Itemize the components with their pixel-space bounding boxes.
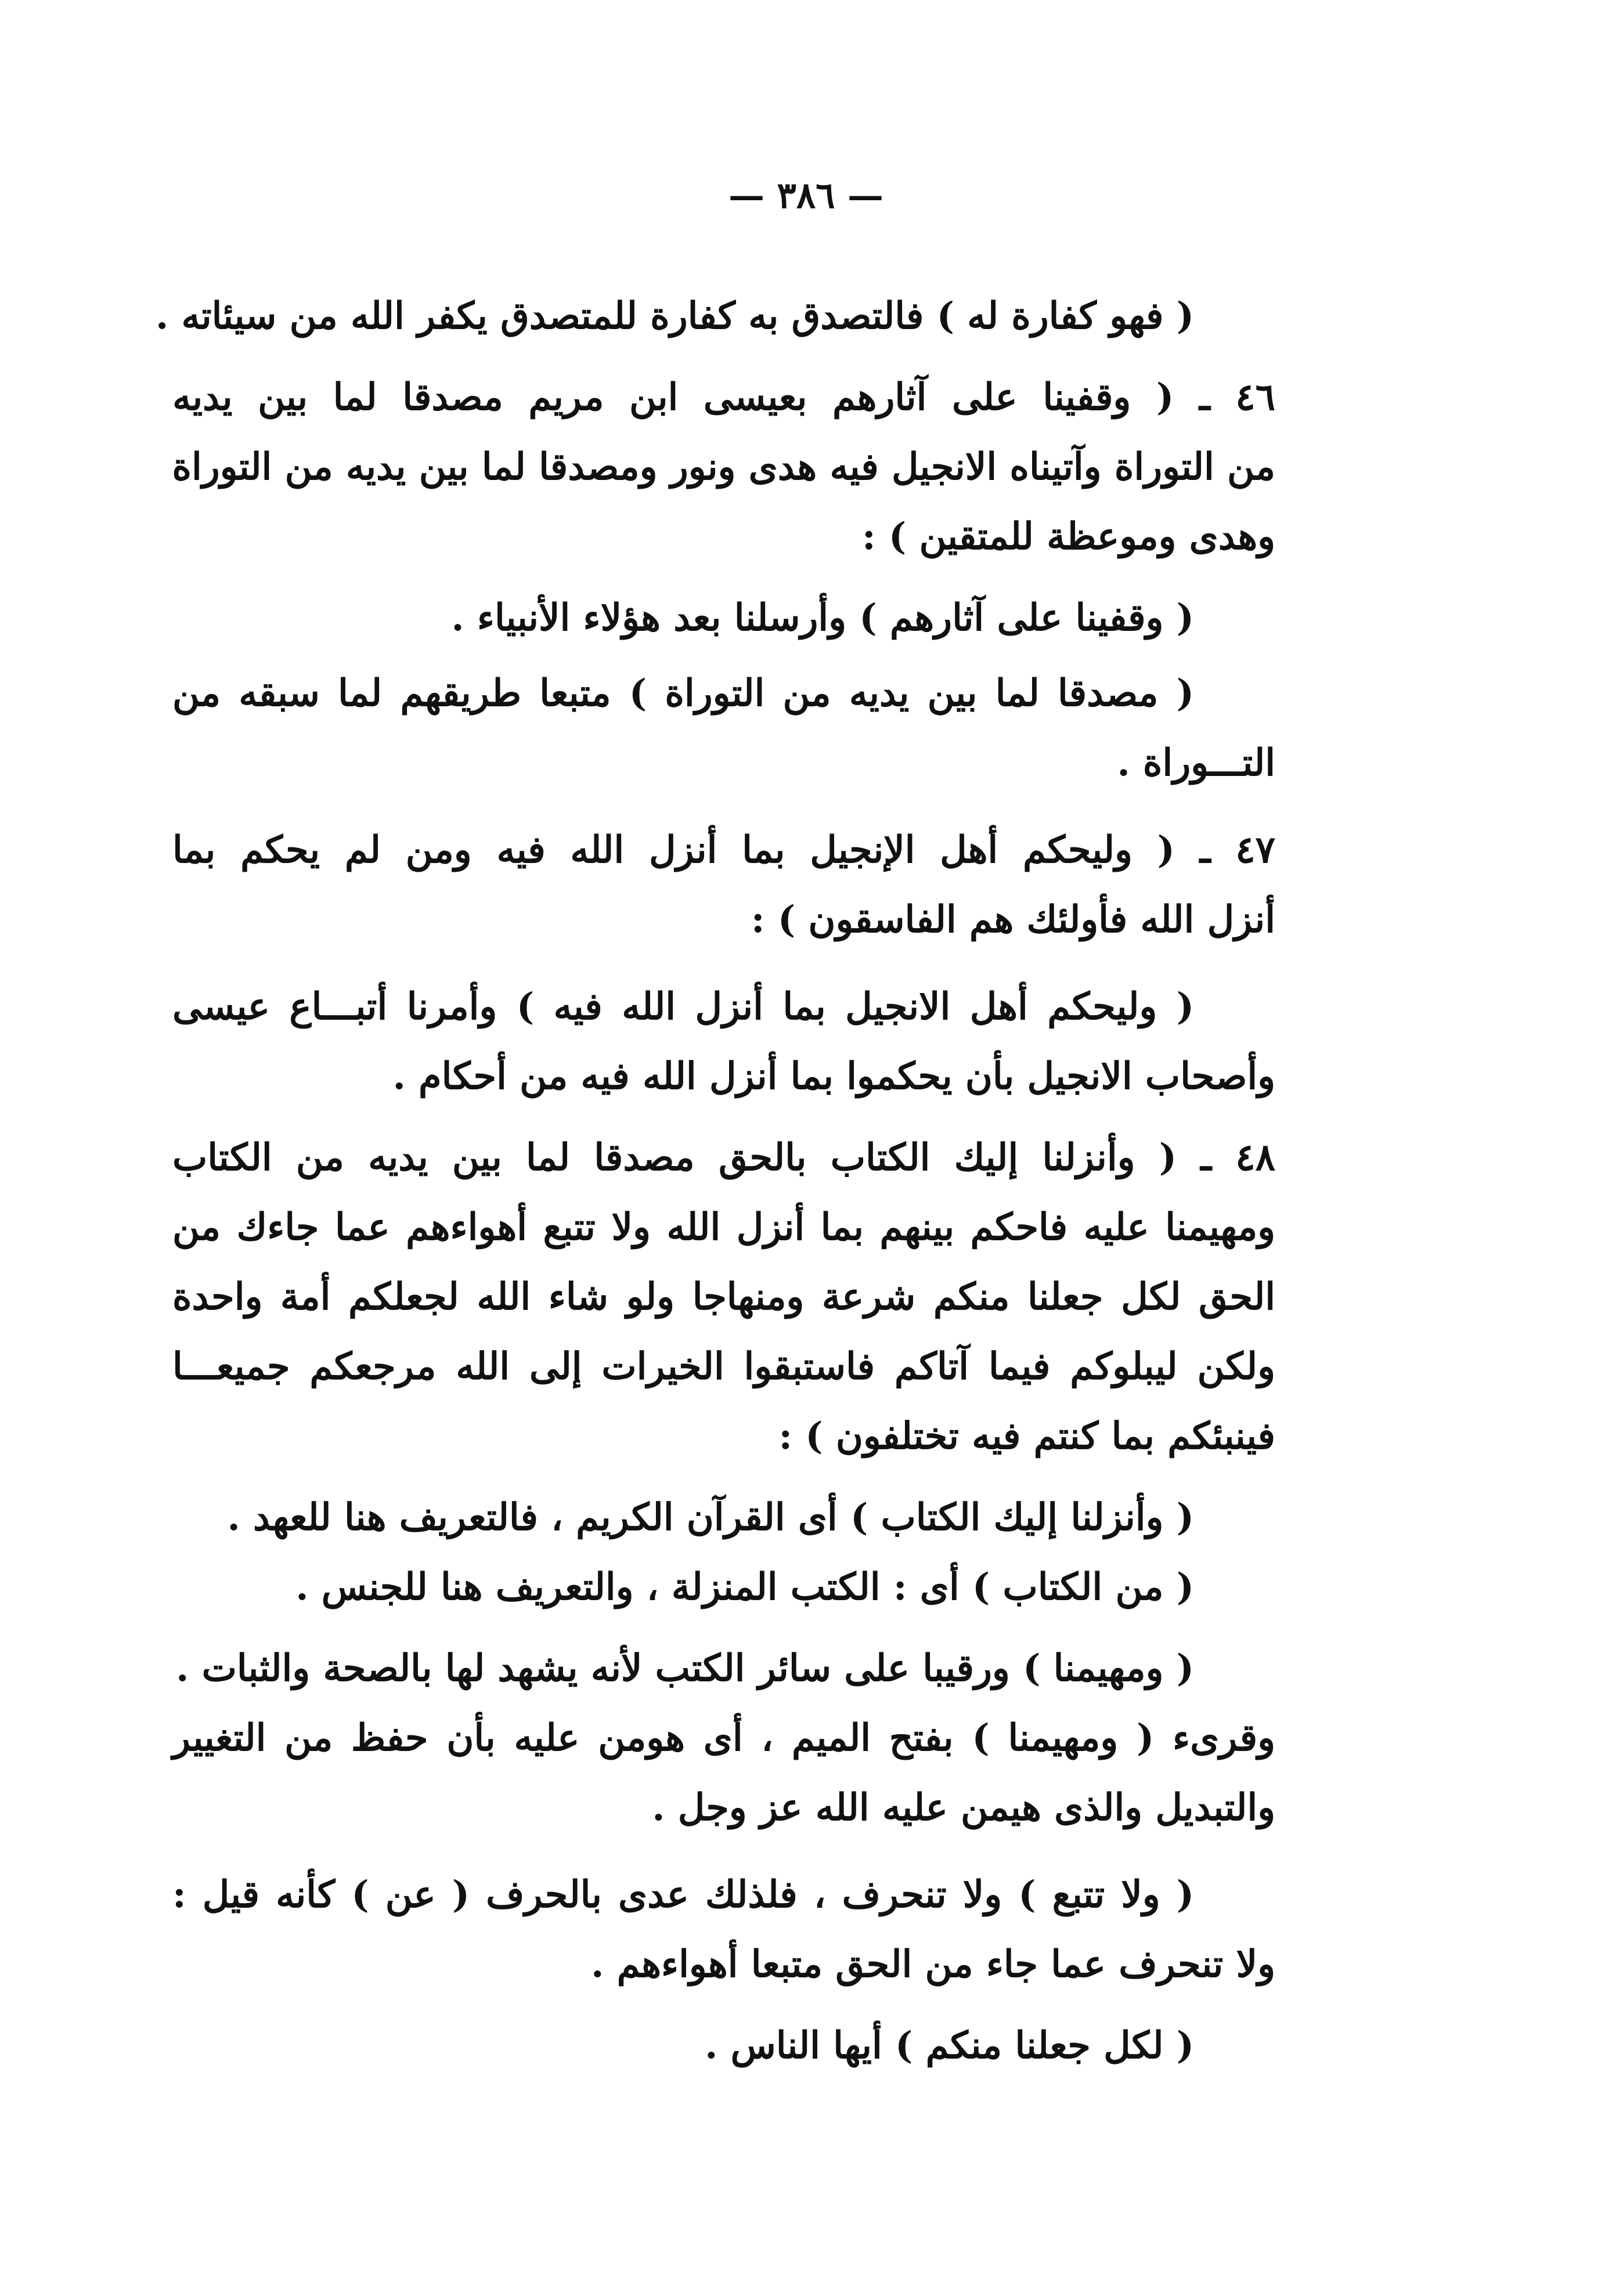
- text-line: الحق لكل جعلنا منكم شرعة ومنهاجا ولو شاء الله لجعلكم أمة واحدة: [172, 1275, 1276, 1319]
- text-line: ٤٨ ـ ( وأنزلنا إليك الكتاب بالحق مصدقا لما بين يديه من الكتاب: [172, 1136, 1275, 1179]
- text-line: ( ومهيمنا ) ورقيبا على سائر الكتب لأنه يشهد لها بالصحة والثبات .: [176, 1647, 1194, 1690]
- text-line: ( من الكتاب ) أى : الكتب المنزلة ، والتعريف هنا للجنس .: [295, 1565, 1194, 1609]
- text-line: والتبديل والذى هيمن عليه الله عز وجل .: [652, 1786, 1275, 1829]
- text-line: التـــوراة .: [1117, 741, 1275, 785]
- text-line: ( ولا تتبع ) ولا تنحرف ، فلذلك عدى بالحرف ( عن ) كأنه قيل :: [172, 1873, 1195, 1916]
- text-line: وقرىء ( ومهيمنا ) بفتح الميم ، أى هومن عليه بأن حفظ من التغيير: [172, 1716, 1276, 1760]
- text-line: ولكن ليبلوكم فيما آتاكم فاستبقوا الخيرات إلى الله مرجعكم جميعـــا: [172, 1345, 1276, 1388]
- text-line: من التوراة وآتيناه الانجيل فيه هدى ونور ومصدقا لما بين يديه من التوراة: [172, 445, 1275, 489]
- text-line: ( مصدقا لما بين يديه من التوراة ) متبعا طريقهم لما سبقه من: [172, 672, 1194, 715]
- text-line: ( وليحكم أهل الانجيل بما أنزل الله فيه ) وأمرنا أتبـــاع عيسى: [172, 985, 1194, 1028]
- text-line: أنزل الله فأولئك هم الفاسقون ) :: [751, 898, 1275, 941]
- text-line: ومهيمنا عليه فاحكم بينهم بما أنزل الله ولا تتبع أهواءهم عما جاءك من: [172, 1205, 1276, 1249]
- text-line: ( وقفينا على آثارهم ) وأرسلنا بعد هؤلاء الأنبياء .: [451, 596, 1194, 640]
- text-line: وهدى وموعظة للمتقين ) :: [861, 515, 1275, 558]
- page-number: — ٣٨٦ —: [728, 174, 884, 216]
- text-line: وأصحاب الانجيل بأن يحكموا بما أنزل الله فيه من أحكام .: [392, 1055, 1275, 1098]
- text-line: ( وأنزلنا إليك الكتاب ) أى القرآن الكريم ، فالتعريف هنا للعهد .: [227, 1496, 1194, 1539]
- text-line: ٤٧ ـ ( وليحكم أهل الإنجيل بما أنزل الله فيه ومن لم يحكم بما: [172, 828, 1276, 872]
- text-line: ( فهو كفارة له ) فالتصدق به كفارة للمتصدق يكفر الله من سيئاته .: [155, 294, 1194, 338]
- text-line: ٤٦ ـ ( وقفينا على آثارهم بعيسى ابن مريم مصدقا لما بين يديه: [172, 376, 1276, 419]
- text-line: ولا تنحرف عما جاء من الحق متبعا أهواءهم .: [591, 1943, 1275, 1986]
- text-line: ( لكل جعلنا منكم ) أيها الناس .: [705, 2024, 1194, 2067]
- text-line: فينبئكم بما كنتم فيه تختلفون ) :: [778, 1414, 1275, 1458]
